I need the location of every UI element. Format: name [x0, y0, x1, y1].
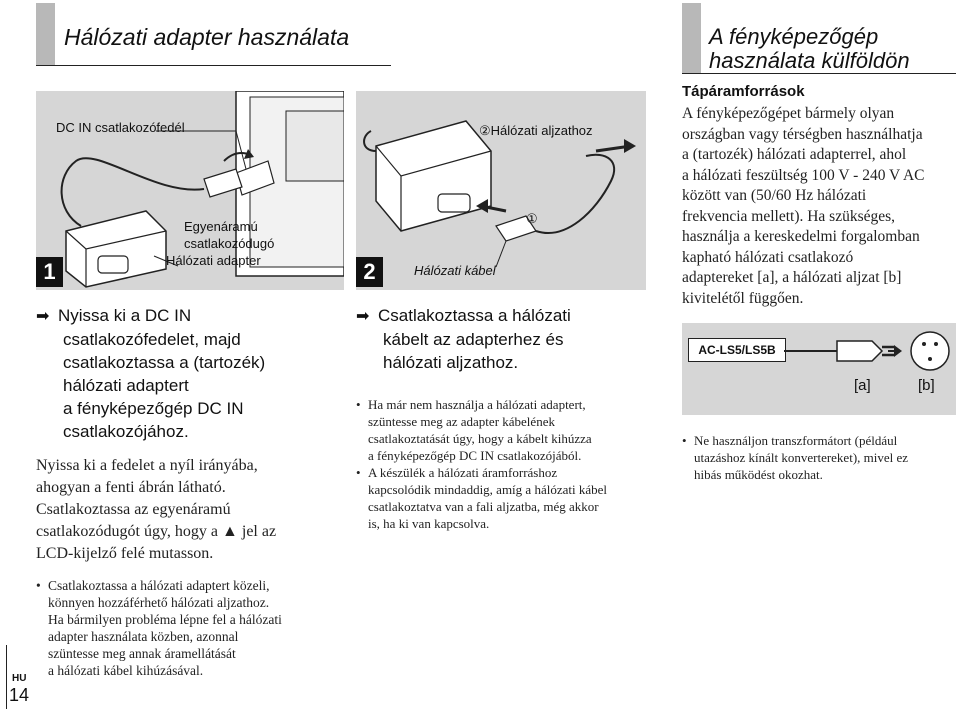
instruction-line: csatlakozójához. [63, 422, 189, 441]
plug-icon [682, 323, 956, 415]
step1-body [36, 455, 336, 565]
instruction-line: hálózati aljzathoz. [383, 353, 519, 372]
subheading: Tápáramforrások [682, 83, 805, 100]
step1-illustration [36, 91, 344, 290]
callout-dc-plug-2: csatlakozódugó [184, 236, 275, 251]
instruction-line: Csatlakoztassa a hálózati [378, 306, 571, 325]
arrow-icon: ➡ [36, 308, 50, 325]
bullet-item: • Ne használjon transzformátort (például utazáshoz kínált konvertereket), mivel ez hibás működést okozhat. [682, 433, 909, 482]
callout-wall-outlet: ②Hálózati aljzathoz [479, 123, 593, 138]
right-bullets [682, 432, 958, 483]
body-line: csatlakozódugót úgy, hogy a ▲ jel az [36, 523, 277, 540]
callout-cable: Hálózati kábel [414, 263, 496, 278]
arrow-icon: ➡ [356, 308, 370, 325]
instruction-line: kábelt az adapterhez és [383, 330, 564, 349]
plug-adapter-illustration [682, 323, 956, 415]
title-rule-right [682, 73, 956, 74]
step2-instruction [356, 304, 646, 374]
bottom-note: • Csatlakoztassa a hálózati adaptert közeli, könnyen hozzáférhető hálózati aljzathoz. Ha bármilyen probléma lépne fel a hálózati adapter használata közben, azonnal szüntesse meg annak áramellátását a hálózati kábel kihúzásával. [36, 578, 282, 678]
instruction-line: Nyissa ki a DC IN [58, 306, 192, 325]
instruction-line: csatlakozófedelet, majd [63, 330, 241, 349]
cable-outlet-illustration [356, 91, 646, 290]
step2-illustration [356, 91, 646, 290]
step2-bullets [356, 396, 646, 532]
section-title-left: Hálózati adapter használata [64, 24, 350, 50]
title-line: A fényképezőgép [709, 24, 879, 49]
step-number-2: 2 [356, 257, 383, 287]
plug-label-a: [a] [854, 377, 871, 394]
right-body: A fényképezőgépet bármely olyan országban vagy térségben használhatja a (tartozék) hálózati adapterrel, ahol a hálózati feszültség 100 V - 240 V AC között van (50/60 Hz hálózati frekvencia mellett). Ha szükséges, használja a kereskedelmi forgalomban kapható hálózati csatlakozó adaptereket [a], a hálózati aljzat [b] kivitelétől függően. [682, 105, 925, 307]
title-rule-left [36, 65, 391, 66]
plug-label-b: [b] [918, 377, 935, 394]
body-line: ahogyan a fenti ábrán látható. [36, 479, 226, 496]
body-line: Nyissa ki a fedelet a nyíl irányába, [36, 457, 258, 474]
section-tab-left [36, 3, 55, 65]
section-tab-right [682, 3, 701, 73]
instruction-line: a fényképezőgép DC IN [63, 399, 244, 418]
body-line: LCD-kijelző felé mutasson. [36, 545, 214, 562]
callout-dc-cover: DC IN csatlakozófedél [56, 120, 185, 135]
step1-instruction [36, 304, 336, 443]
callout-ac-adapter: Hálózati adapter [166, 253, 261, 268]
bullet-item: • Ha már nem használja a hálózati adaptert, szüntesse meg az adapter kábelének csatlakoztatását úgy, hogy a kábelt kihúzza a fényképezőgép DC IN csatlakozójából. [356, 397, 592, 463]
body-line: Csatlakoztassa az egyenáramú [36, 501, 231, 518]
title-line: használata külföldön [709, 48, 910, 73]
callout-marker-1: ① [526, 211, 538, 226]
section-title-right [709, 25, 910, 73]
instruction-line: csatlakoztassa a (tartozék) [63, 353, 266, 372]
step-number-1: 1 [36, 257, 63, 287]
plug-model-label: AC-LS5/LS5B [688, 338, 786, 362]
page-number: 14 [9, 685, 30, 705]
instruction-line: hálózati adaptert [63, 376, 189, 395]
callout-dc-plug-1: Egyenáramú [184, 219, 258, 234]
bullet-item: • A készülék a hálózati áramforráshoz kapcsolódik mindaddig, amíg a hálózati kábel csatlakoztatva van a fali aljzatba, még akkor is, ha ki van kapcsolva. [356, 465, 607, 531]
page-lang: HU [12, 673, 27, 684]
